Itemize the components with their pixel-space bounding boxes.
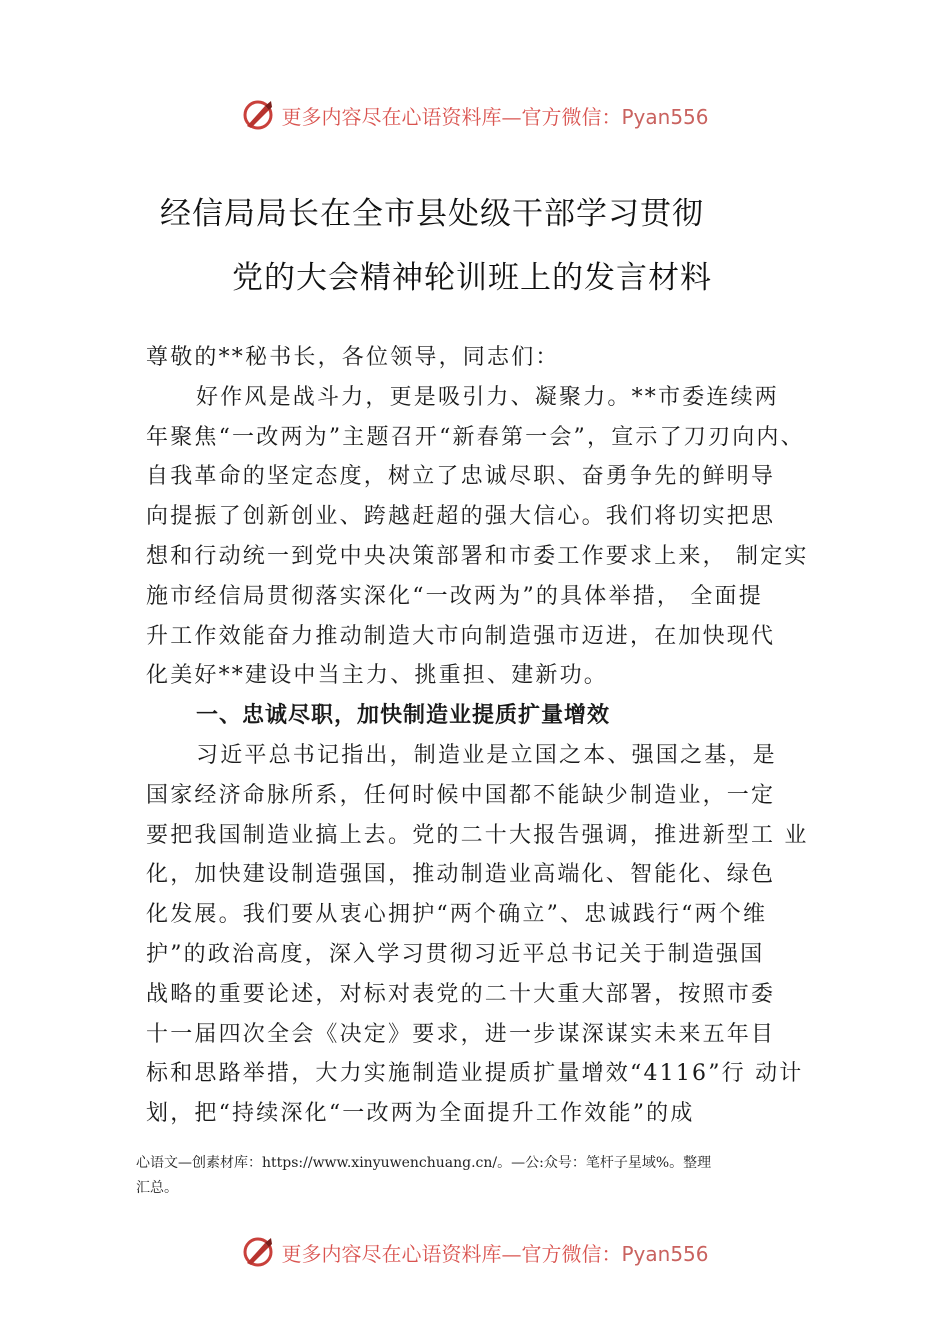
paragraph-line: 化美好**建设中当主力、挑重担、建新功。	[146, 663, 609, 689]
document-title-line-2: 党的大会精神轮训班上的发言材料	[232, 260, 712, 296]
paragraph-line: 划，把“持续深化“一改两为全面提升工作效能”的成	[146, 1101, 695, 1127]
paragraph-line: 自我革命的坚定态度，树立了忠诚尽职、奋勇争先的鲜明导	[146, 464, 776, 490]
paragraph-line: 国家经济命脉所系，任何时候中国都不能缺少制造业，一定	[146, 782, 776, 808]
source-note-line-1: 心语文—创素材库：https://www.xinyuwenchuang.cn/。—公:众号：笔杆子星域%。整理	[136, 1155, 712, 1171]
paragraph-line: 施市经信局贯彻落实深化“一改两为”的具体举措， 全面提	[146, 583, 763, 609]
paragraph-line: 化发展。我们要从衷心拥护“两个确立”、忠诚践行“两个维	[146, 902, 768, 928]
wechat-id: Pyan556	[621, 104, 709, 129]
pen-logo-icon	[241, 98, 275, 132]
paragraph-line: 好作风是战斗力，更是吸引力、凝聚力。**市委连续两	[196, 384, 780, 410]
paragraph-line: 十一届四次全会《决定》要求，进一步谋深谋实未来五年目	[146, 1021, 776, 1047]
paragraph-line: 护”的政治高度，深入学习贯彻习近平总书记关于制造强国	[146, 942, 765, 967]
document-title-line-1: 经信局局长在全市县处级干部学习贯彻	[160, 196, 704, 232]
source-note	[136, 1151, 836, 1201]
paragraph-line: 要把我国制造业搞上去。党的二十大报告强调，推进新型工 业	[146, 822, 809, 848]
banner-text: 更多内容尽在心语资料库—官方微信：Pyan556	[281, 1241, 709, 1266]
paragraph-line: 战略的重要论述，对标对表党的二十大重大部署，按照市委	[146, 981, 776, 1007]
paragraph-line: 尊敬的**秘书长，各位领导，同志们：	[146, 345, 560, 370]
top-banner	[0, 95, 950, 135]
source-note-line-2: 汇总。	[136, 1180, 178, 1196]
paragraph-line: 年聚焦“一改两为”主题召开“新春第一会”，宣示了刀刃向内、	[146, 424, 805, 450]
section-heading: 一、忠诚尽职，加快制造业提质扩量增效	[196, 703, 611, 729]
paragraph-line: 向提振了创新创业、跨越赶超的强大信心。我们将切实把思	[146, 504, 776, 530]
pen-logo-icon	[241, 1235, 275, 1269]
paragraph-line: 标和思路举措，大力实施制造业提质扩量增效“4116”行 动计	[146, 1061, 804, 1087]
paragraph-line: 想和行动统一到党中央决策部署和市委工作要求上来， 制定实	[146, 544, 809, 569]
paragraph-line: 升工作效能奋力推动制造大市向制造强市迈进，在加快现代	[146, 623, 776, 649]
banner-text: 更多内容尽在心语资料库—官方微信：Pyan556	[281, 104, 709, 129]
paragraph-line: 化，加快建设制造强国，推动制造业高端化、智能化、绿色	[146, 862, 776, 888]
bottom-banner	[0, 1232, 950, 1272]
paragraph-line: 习近平总书记指出，制造业是立国之本、强国之基，是	[196, 743, 777, 768]
wechat-id: Pyan556	[621, 1241, 709, 1266]
